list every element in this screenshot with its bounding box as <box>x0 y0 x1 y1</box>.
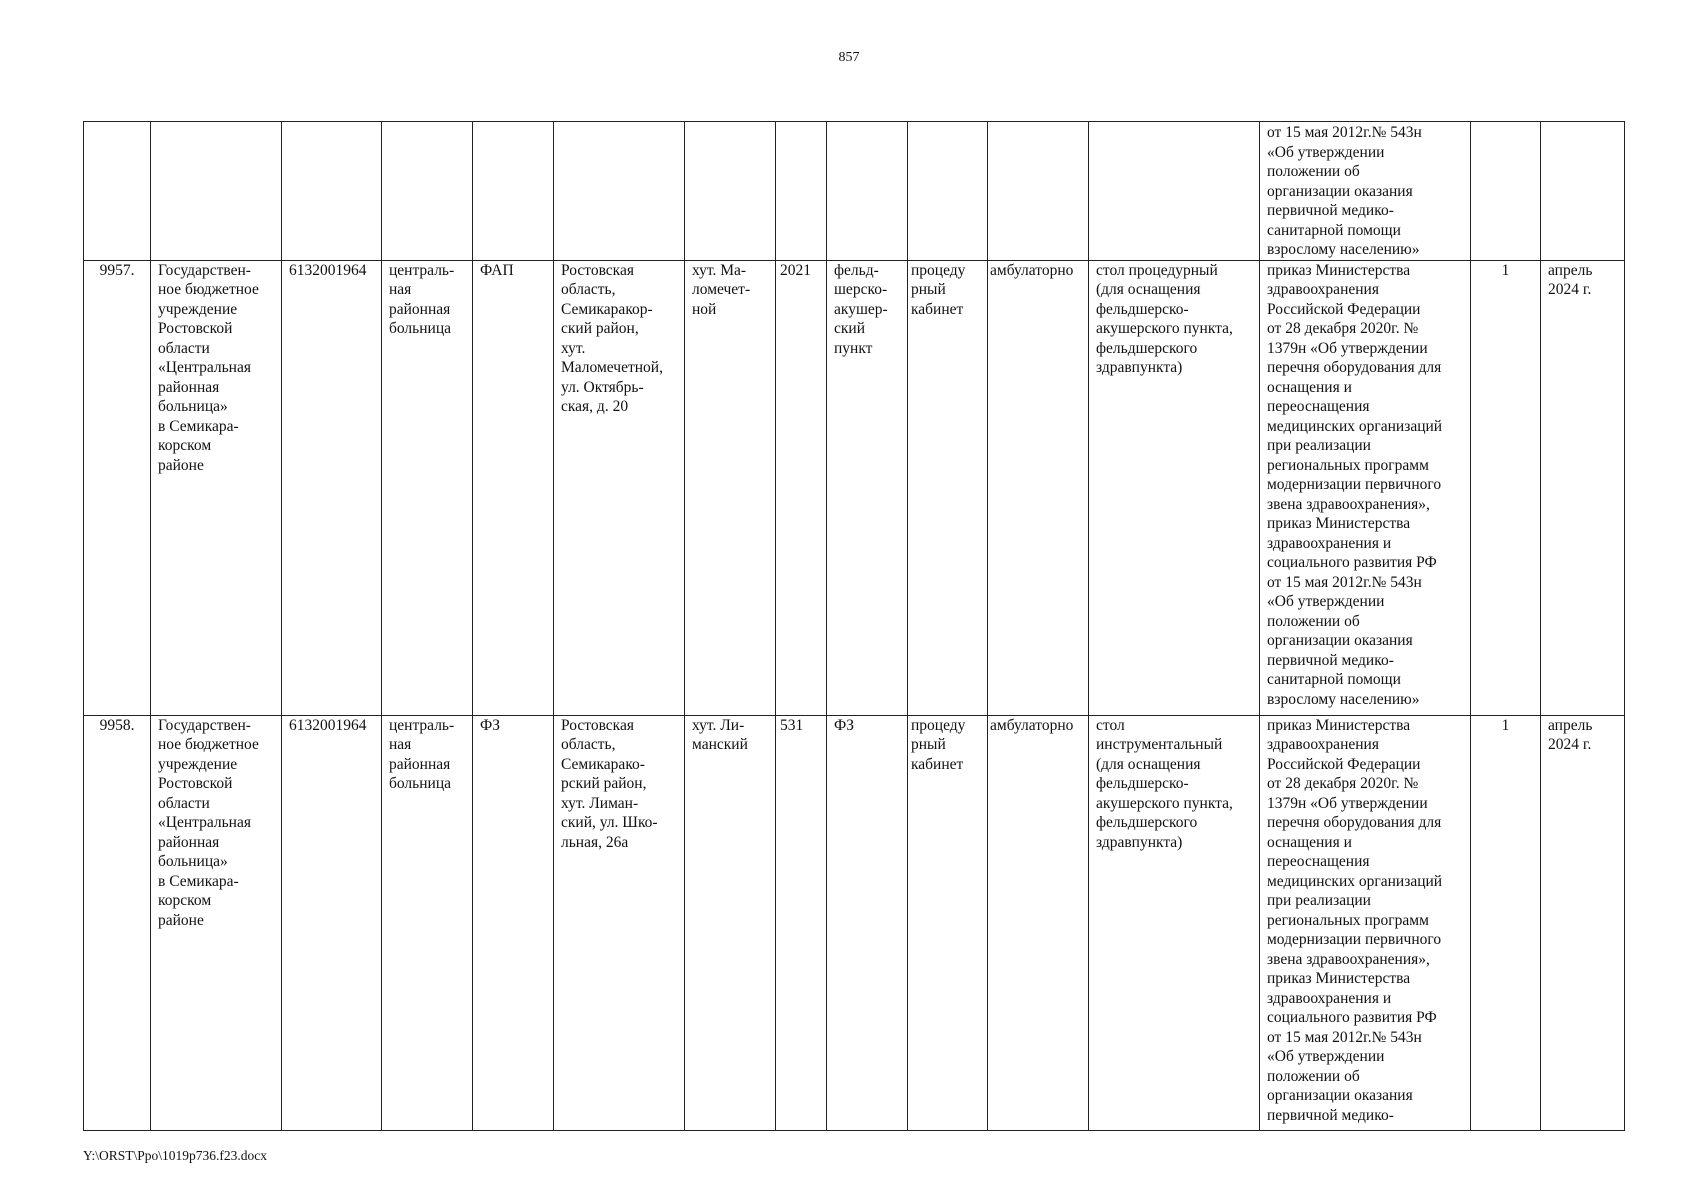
cell-org-type: централь- ная районная больница <box>382 260 473 715</box>
cell-org-type: централь- ная районная больница <box>382 715 473 1130</box>
cell-org <box>151 122 282 261</box>
cell-basis: приказ Министерства здравоохранения Российской Федерации от 28 декабря 2020г. № 1379н «Об утверждении перечня оборудования для оснащения и переоснащения медицинских организаций при реализации региональных программ модернизации первичного звена здравоохранения», приказ Министерства здравоохранения и социального развития РФ от 15 мая 2012г.№ 543н «Об утверждении положении об организации оказания первичной медико- санитарной помощи взрослому населению» <box>1260 260 1471 715</box>
cell-org-type <box>382 122 473 261</box>
cell-equipment: стол процедурный (для оснащения фельдшерско- акушерского пункта, фельдшерского здравпункта) <box>1089 260 1260 715</box>
cell-basis: от 15 мая 2012г.№ 543н «Об утверждении положении об организации оказания первичной медико- санитарной помощи взрослому населению» <box>1260 122 1471 261</box>
cell-conditions <box>988 122 1089 261</box>
cell-locality: хут. Ма- ломечет- ной <box>685 260 776 715</box>
cell-equipment: стол инструментальный (для оснащения фельдшерско- акушерского пункта, фельдшерского здравпункта) <box>1089 715 1260 1130</box>
cell-conditions: амбулаторно <box>988 260 1089 715</box>
cell-qty: 1 <box>1471 715 1541 1130</box>
cell-qty: 1 <box>1471 260 1541 715</box>
cell-org: Государствен- ное бюджетное учреждение Ростовской области «Центральная районная больница» в Семикара- корском районе <box>151 260 282 715</box>
cell-num: 9957. <box>84 260 151 715</box>
cell-num: 9958. <box>84 715 151 1130</box>
cell-num <box>84 122 151 261</box>
cell-year: 531 <box>776 715 827 1130</box>
cell-unit: ФАП <box>473 260 554 715</box>
cell-address: Ростовская область, Семикарако- рский район, хут. Лиман- ский, ул. Шко- льная, 26а <box>554 715 685 1130</box>
cell-conditions: амбулаторно <box>988 715 1089 1130</box>
table-row-continuation <box>84 122 1625 261</box>
table-row <box>84 715 1625 1130</box>
cell-unit <box>473 122 554 261</box>
equipment-table <box>83 121 1625 1131</box>
cell-term: апрель 2024 г. <box>1541 260 1625 715</box>
cell-unit: ФЗ <box>473 715 554 1130</box>
cell-inn: 6132001964 <box>282 260 382 715</box>
cell-room: процеду рный кабинет <box>908 260 988 715</box>
page-number: 857 <box>838 50 860 65</box>
table-row <box>84 260 1625 715</box>
cell-org: Государствен- ное бюджетное учреждение Ростовской области «Центральная районная больница» в Семикара- корском районе <box>151 715 282 1130</box>
cell-year <box>776 122 827 261</box>
cell-year: 2021 <box>776 260 827 715</box>
cell-room <box>908 122 988 261</box>
cell-address: Ростовская область, Семикаракор- ский район, хут. Маломечетной, ул. Октябрь- ская, д. 20 <box>554 260 685 715</box>
cell-qty <box>1471 122 1541 261</box>
cell-inn: 6132001964 <box>282 715 382 1130</box>
cell-term: апрель 2024 г. <box>1541 715 1625 1130</box>
cell-unit-type <box>827 122 908 261</box>
cell-equipment <box>1089 122 1260 261</box>
footer-file-path: Y:\ORST\Ppo\1019p736.f23.docx <box>83 1148 268 1163</box>
cell-address <box>554 122 685 261</box>
cell-room: процеду рный кабинет <box>908 715 988 1130</box>
cell-basis: приказ Министерства здравоохранения Российской Федерации от 28 декабря 2020г. № 1379н «Об утверждении перечня оборудования для оснащения и переоснащения медицинских организаций при реализации региональных программ модернизации первичного звена здравоохранения», приказ Министерства здравоохранения и социального развития РФ от 15 мая 2012г.№ 543н «Об утверждении положении об организации оказания первичной медико- <box>1260 715 1471 1130</box>
cell-unit-type: фельд- шерско- акушер- ский пункт <box>827 260 908 715</box>
cell-locality <box>685 122 776 261</box>
cell-term <box>1541 122 1625 261</box>
cell-unit-type: ФЗ <box>827 715 908 1130</box>
cell-locality: хут. Ли- манский <box>685 715 776 1130</box>
cell-inn <box>282 122 382 261</box>
